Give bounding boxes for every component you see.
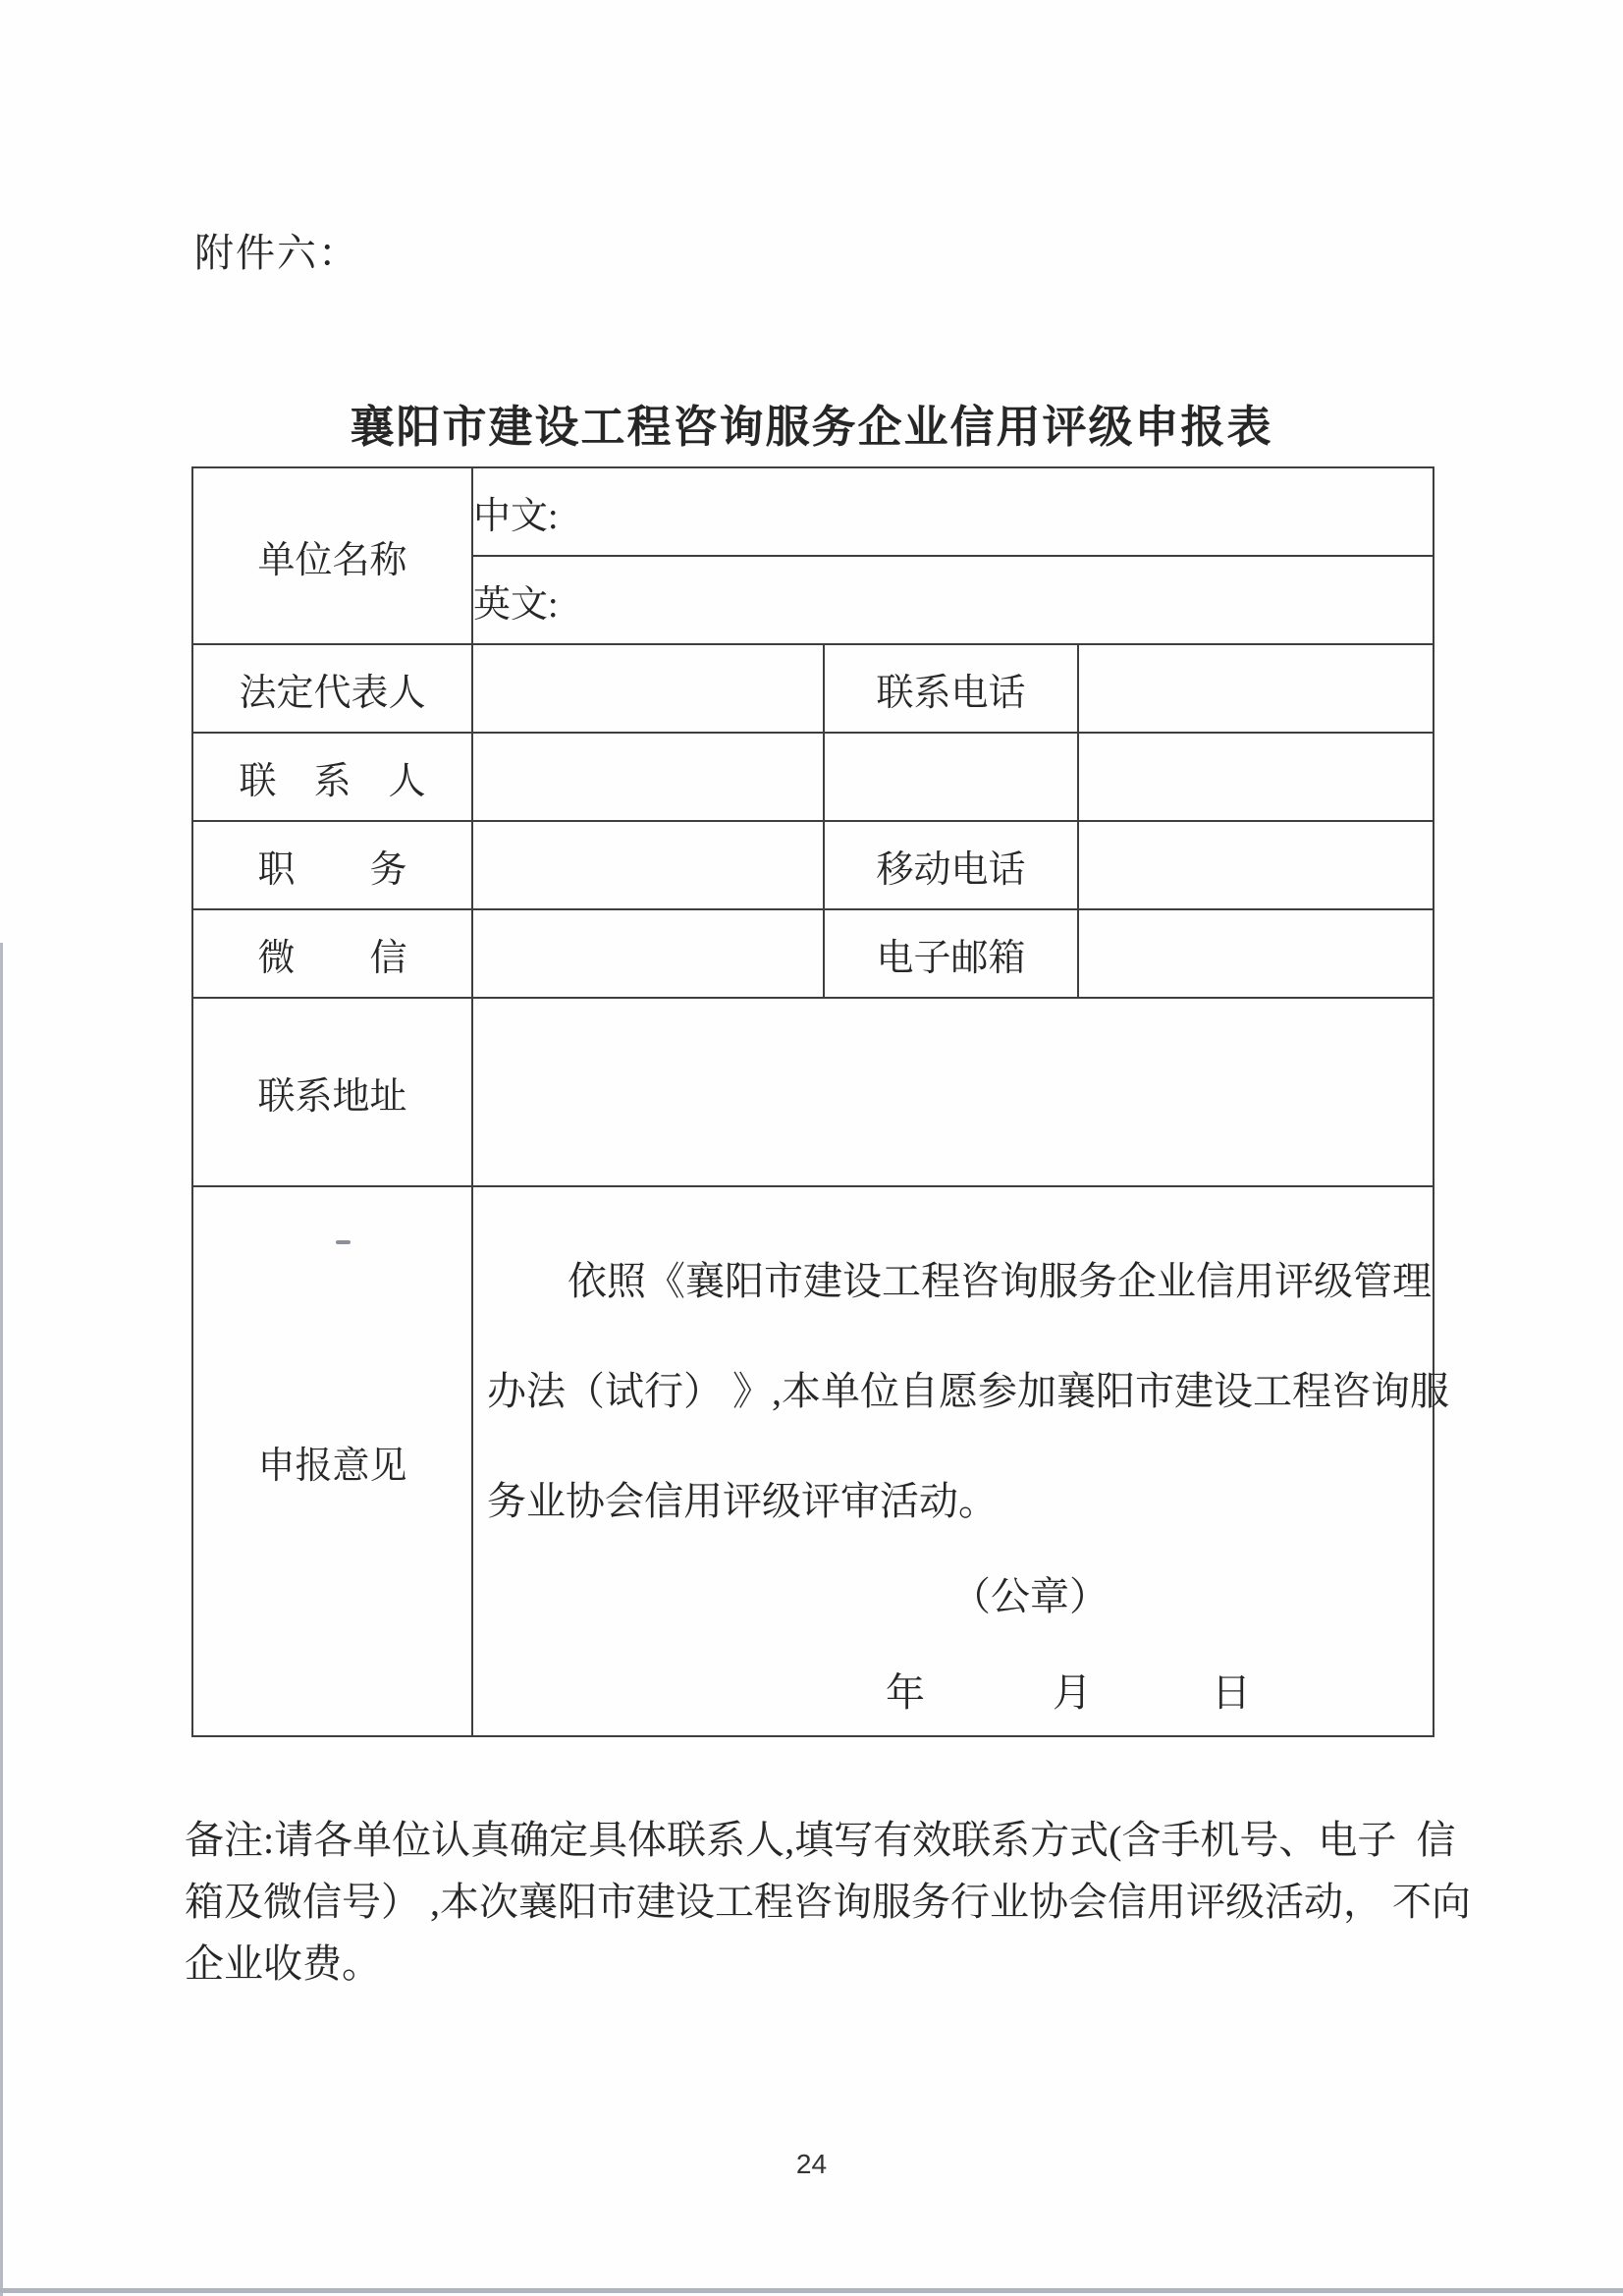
table-row-position [192,821,1434,909]
year-label: 年 [886,1670,925,1715]
note-block [185,1809,1471,1995]
declaration-text [473,1205,1449,1557]
legal-representative-label: 法定代表人 [192,644,472,733]
declaration-line-3: 务业协会信用评级评审活动。 [487,1479,998,1523]
mobile-phone-value-cell [1078,821,1434,909]
table-row-contact-person [192,733,1434,821]
table-row-wechat [192,909,1434,998]
table-row-address [192,998,1434,1186]
email-label: 电子邮箱 [824,909,1078,998]
month-label: 月 [1053,1670,1092,1715]
scan-edge-left [0,943,3,2296]
contact-person-label: 联 系 人 [192,733,472,821]
day-label: 日 [1212,1670,1251,1715]
table-row-unit-name-chinese [192,467,1434,556]
declaration-cell [472,1186,1449,1736]
wechat-label: 微 信 [192,909,472,998]
unit-name-english-label: 英文: [473,583,559,626]
table-row-declaration [192,1186,1434,1736]
page-number: 24 [795,2149,828,2179]
table-row-legal-representative [192,644,1434,733]
address-label: 联系地址 [192,998,472,1186]
contact-phone-label: 联系电话 [824,644,1078,733]
email-value-cell [1078,909,1434,998]
position-label: 职 务 [192,821,472,909]
contact-person-label2-cell [824,733,1078,821]
date-line [473,1668,1433,1718]
unit-name-english-cell [472,556,1434,644]
unit-name-chinese-cell [472,467,1434,556]
legal-representative-value-cell [472,644,824,733]
contact-person-value2-cell [1078,733,1434,821]
contact-person-value-cell [472,733,824,821]
position-value-cell [472,821,824,909]
unit-name-label: 单位名称 [192,467,472,644]
mobile-phone-label: 移动电话 [824,821,1078,909]
note-line-1: 备注:请各单位认真确定具体联系人,填写有效联系方式(含手机号、电子 信 [185,1818,1456,1862]
declaration-line-1: 依照《襄阳市建设工程咨询服务企业信用评级管理 [568,1259,1432,1303]
wechat-value-cell [472,909,824,998]
contact-phone-value-cell [1078,644,1434,733]
attachment-label: 附件六： [194,231,359,275]
application-form-table [191,466,1449,1737]
note-line-3: 企业收费。 [185,1941,381,1986]
note-line-2: 箱及微信号） ,本次襄阳市建设工程咨询服务行业协会信用评级活动， 不向 [185,1880,1471,1924]
declaration-line-2: 办法（试行） 》,本单位自愿参加襄阳市建设工程咨询服 [487,1369,1449,1413]
address-value-cell [472,998,1434,1186]
unit-name-chinese-label: 中文: [473,495,559,537]
declaration-label: 申报意见 [192,1186,472,1736]
scan-edge-bottom [0,2288,1623,2293]
page-title: 襄阳市建设工程咨询服务企业信用评级申报表 [350,403,1273,452]
seal-placeholder: （公章） [951,1574,1109,1618]
